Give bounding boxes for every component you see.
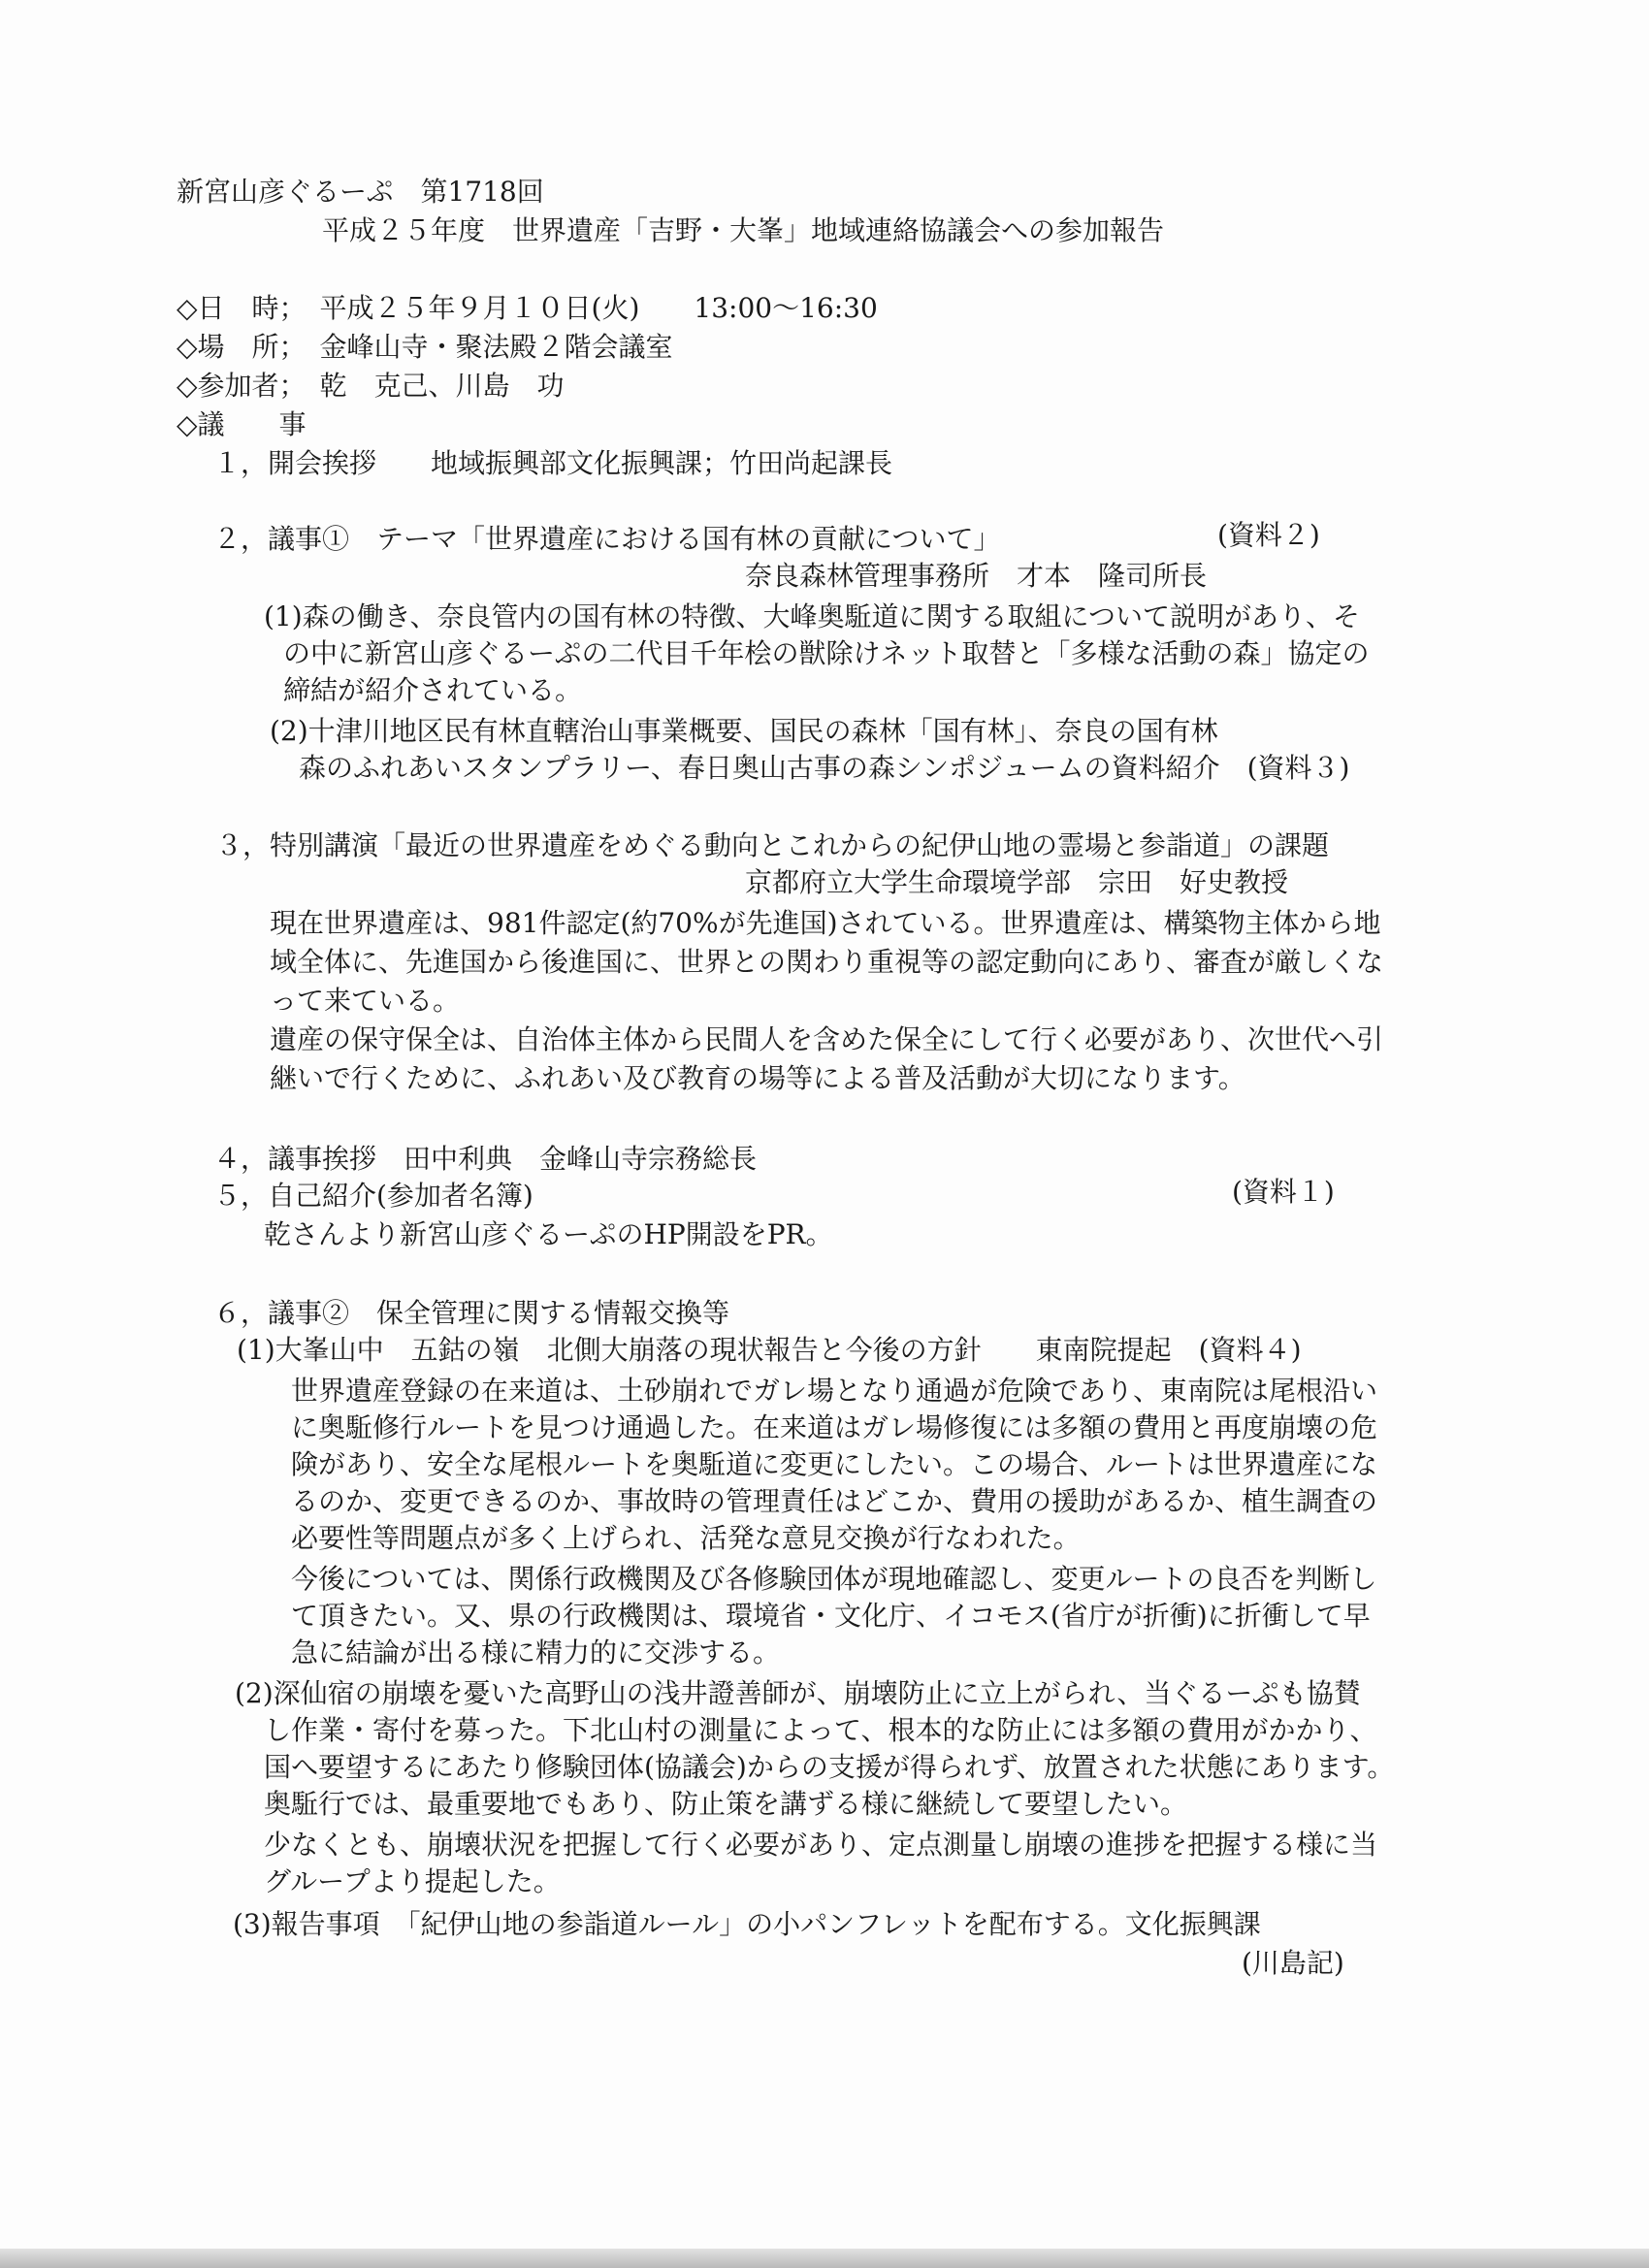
scan-bottom-edge [0, 2249, 1649, 2268]
item-3-line-1: 現在世界遺産は、981件認定(約70%が先進国)されている。世界遺産は、構築物主体から地 [270, 907, 1381, 939]
item-6-1-line-3: 険があり、安全な尾根ルートを奥駈道に変更にしたい。この場合、ルートは世界遺産にな [291, 1448, 1378, 1480]
item-6-2-line-5: 少なくとも、崩壊状況を把握して行く必要があり、定点測量し崩壊の進捗を把握する様に当 [264, 1829, 1378, 1861]
info-datetime: ◇日 時； 平成２５年９月１０日(火) 13:00～16:30 [177, 292, 878, 324]
item-2-paragraph-1-line-1: (1)森の働き、奈良管内の国有林の特徴、大峰奥駈道に関する取組について説明があり、そ [264, 600, 1360, 632]
item-4-greeting: ４，議事挨拶 田中利典 金峰山寺宗務総長 [213, 1143, 758, 1175]
item-6-1-line-1: 世界遺産登録の在来道は、土砂崩れでガレ場となり通過が危険であり、東南院は尾根沿い [291, 1375, 1378, 1407]
item-6-1-line-8: 急に結論が出る様に精力的に交渉する。 [291, 1636, 781, 1669]
item-2-paragraph-2-line-1: (2)十津川地区民有林直轄治山事業概要、国民の森林「国有林」、奈良の国有林 [270, 715, 1218, 747]
item-2-paragraph-1-line-2: の中に新宮山彦ぐるーぷの二代目千年桧の獣除けネット取替と「多様な活動の森」協定の [283, 637, 1370, 669]
group-heading: 新宮山彦ぐるーぷ 第1718回 [177, 176, 544, 208]
item-2-speaker: 奈良森林管理事務所 才本 隆司所長 [745, 560, 1208, 592]
item-6-3-report: (3)報告事項 「紀伊山地の参詣道ルール」の小パンフレットを配布する。文化振興課 [233, 1908, 1261, 1940]
item-3-line-5: 継いで行くために、ふれあい及び教育の場等による普及活動が大切になります。 [270, 1062, 1245, 1094]
item-2-paragraph-2-line-2: 森のふれあいスタンプラリー、春日奥山古事の森シンポジュームの資料紹介 (資料３) [299, 752, 1350, 784]
item-3-line-3: って来ている。 [270, 985, 461, 1017]
item-6-1-heading: (1)大峯山中 五鈷の嶺 北側大崩落の現状報告と今後の方針 東南院提起 (資料４) [237, 1334, 1302, 1366]
item-6-2-line-6: グループより提起した。 [264, 1865, 561, 1897]
item-3-heading: ３，特別講演「最近の世界遺産をめぐる動向とこれからの紀伊山地の霊場と参詣道」の課題 [215, 829, 1330, 861]
item-6-2-line-1: (2)深仙宿の崩壊を憂いた高野山の浅井證善師が、崩壊防止に立上がられ、当ぐるーぷも協賛 [235, 1677, 1361, 1709]
info-attendees: ◇参加者； 乾 克己、川島 功 [177, 370, 565, 402]
item-3-line-2: 域全体に、先進国から後進国に、世界との関わり重視等の認定動向にあり、審査が厳しくな [270, 946, 1384, 978]
item-6-1-line-6: 今後については、関係行政機関及び各修験団体が現地確認し、変更ルートの良否を判断し [291, 1563, 1377, 1595]
info-place: ◇場 所； 金峰山寺・聚法殿２階会議室 [177, 331, 673, 363]
item-6-1-line-4: るのか、変更できるのか、事故時の管理責任はどこか、費用の援助があるか、植生調査の [291, 1485, 1378, 1517]
item-6-2-line-2: し作業・寄付を募った。下北山村の測量によって、根本的な防止には多額の費用がかかり、 [264, 1714, 1377, 1746]
item-5-introductions: ５，自己紹介(参加者名簿) [213, 1180, 534, 1212]
item-2-reference: (資料２) [1217, 519, 1320, 551]
item-3-line-4: 遺産の保守保全は、自治体主体から民間人を含めた保全にして行く必要があり、次世代へ引 [270, 1023, 1384, 1055]
item-2-paragraph-1-line-3: 締結が紹介されている。 [283, 674, 583, 706]
item-6-1-line-2: に奥駈修行ルートを見つけ通過した。在来道はガレ場修復には多額の費用と再度崩壊の危 [291, 1411, 1378, 1443]
item-6-heading: ６，議事② 保全管理に関する情報交換等 [213, 1297, 730, 1329]
item-6-1-line-5: 必要性等問題点が多く上げられ、活発な意見交換が行なわれた。 [291, 1522, 1081, 1554]
info-agenda: ◇議 事 [177, 408, 307, 440]
item-5-reference: (資料１) [1232, 1176, 1335, 1208]
item-2-heading: ２，議事① テーマ「世界遺産における国有林の貢献について」 [213, 523, 1001, 555]
item-6-2-line-4: 奥駈行では、最重要地でもあり、防止策を講ずる様に継続して要望したい。 [264, 1788, 1188, 1820]
item-5-note: 乾さんより新宮山彦ぐるーぷのHP開設をPR。 [264, 1218, 833, 1250]
item-1-opening: １，開会挨拶 地域振興部文化振興課；竹田尚起課長 [213, 447, 893, 479]
item-6-2-line-3: 国へ要望するにあたり修験団体(協議会)からの支援が得られず、放置された状態にあります。 [264, 1751, 1395, 1783]
item-3-speaker: 京都府立大学生命環境学部 宗田 好史教授 [745, 866, 1289, 898]
item-6-1-line-7: て頂きたい。又、県の行政機関は、環境省・文化庁、イコモス(省庁が折衝)に折衝して早 [291, 1600, 1371, 1632]
author-signature: (川島記) [1242, 1947, 1344, 1979]
report-title: 平成２５年度 世界遺産「吉野・大峯」地域連絡協議会への参加報告 [322, 214, 1165, 246]
